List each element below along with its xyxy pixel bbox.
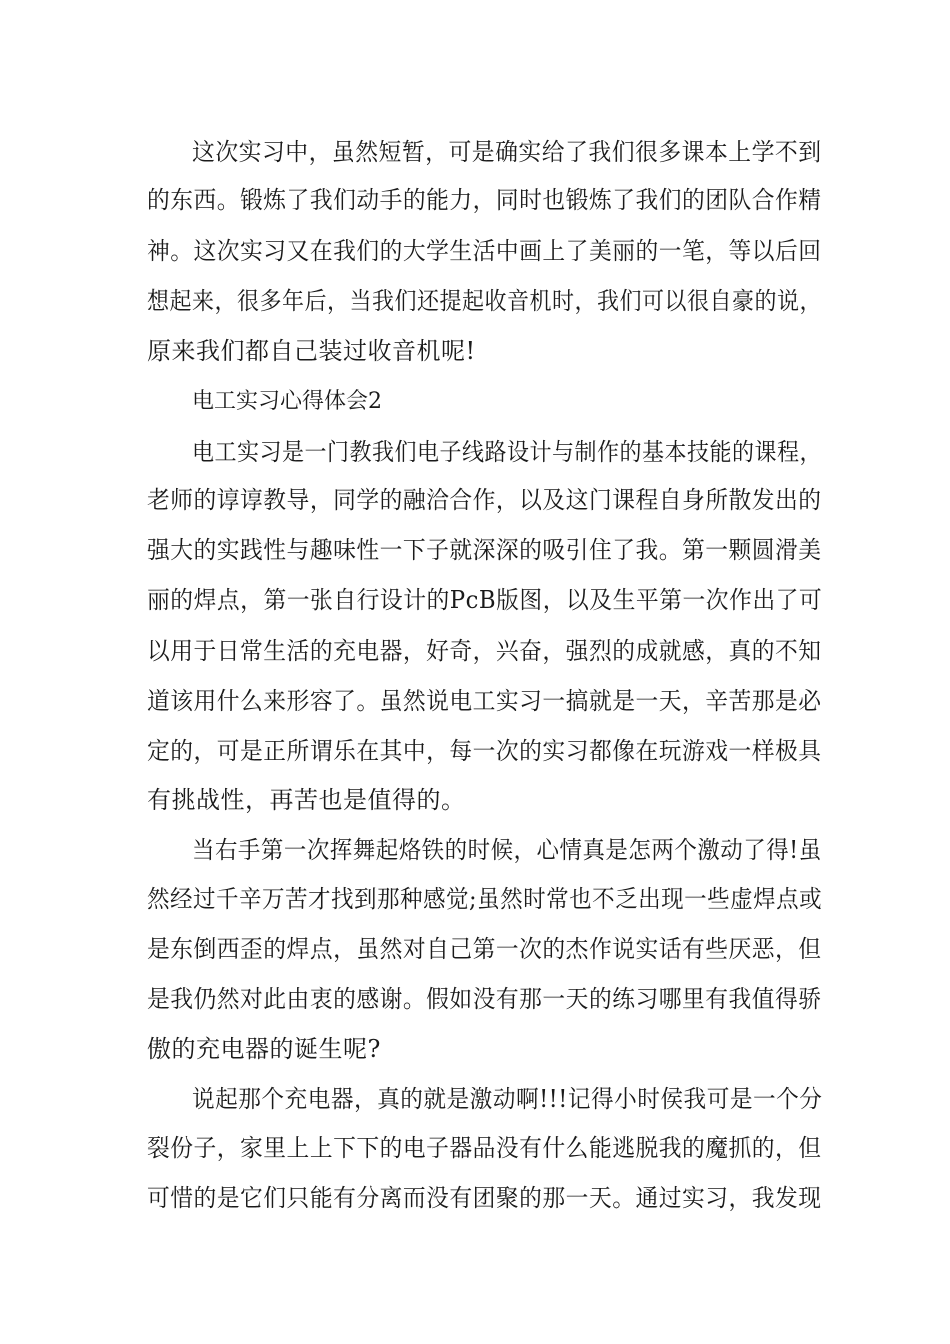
paragraph-2-line-1: 电工实习是一门教我们电子线路设计与制作的基本技能的课程， [192, 438, 823, 466]
paragraph-2-line-4: 丽的焊点，第一张自行设计的PcB版图，以及生平第一次作出了可 [147, 586, 823, 614]
paragraph-1-line-1: 这次实习中，虽然短暂，可是确实给了我们很多课本上学不到 [192, 138, 822, 166]
paragraph-3-line-3: 是东倒西歪的焊点，虽然对自己第一次的杰作说实话有些厌恶，但 [147, 935, 822, 963]
paragraph-3-line-5: 傲的充电器的诞生呢? [147, 1035, 381, 1063]
paragraph-1-line-5: 原来我们都自己装过收音机呢! [147, 337, 476, 365]
paragraph-2-line-7: 定的，可是正所谓乐在其中，每一次的实习都像在玩游戏一样极具 [147, 737, 822, 765]
paragraph-4-line-2: 裂份子，家里上上下下的电子器品没有什么能逃脱我的魔抓的，但 [147, 1134, 822, 1162]
paragraph-3-line-1: 当右手第一次挥舞起烙铁的时候，心情真是怎两个激动了得!虽 [192, 836, 822, 864]
paragraph-4-line-3: 可惜的是它们只能有分离而没有团聚的那一天。通过实习，我发现 [147, 1184, 822, 1212]
paragraph-1-line-2: 的东西。锻炼了我们动手的能力，同时也锻炼了我们的团队合作精 [147, 186, 822, 214]
paragraph-2-line-3: 强大的实践性与趣味性一下子就深深的吸引住了我。第一颗圆滑美 [147, 536, 822, 564]
paragraph-2-line-5: 以用于日常生活的充电器，好奇，兴奋，强烈的成就感，真的不知 [147, 637, 822, 665]
paragraph-1-line-3: 神。这次实习又在我们的大学生活中画上了美丽的一笔，等以后回 [147, 237, 822, 265]
paragraph-4-line-1: 说起那个充电器，真的就是激动啊!!!记得小时侯我可是一个分 [192, 1085, 823, 1113]
paragraph-3-line-2: 然经过千辛万苦才找到那种感觉;虽然时常也不乏出现一些虚焊点或 [147, 885, 823, 913]
paragraph-2-line-8: 有挑战性，再苦也是值得的。 [147, 786, 466, 814]
paragraph-2-line-2: 老师的谆谆教导，同学的融洽合作，以及这门课程自身所散发出的 [147, 486, 822, 514]
paragraph-2-line-6: 道该用什么来形容了。虽然说电工实习一搞就是一天，辛苦那是必 [147, 687, 822, 715]
section-heading: 电工实习心得体会2 [192, 389, 382, 414]
paragraph-1-line-4: 想起来，很多年后，当我们还提起收音机时，我们可以很自豪的说， [147, 287, 823, 315]
paragraph-3-line-4: 是我仍然对此由衷的感谢。假如没有那一天的练习哪里有我值得骄 [147, 985, 822, 1013]
